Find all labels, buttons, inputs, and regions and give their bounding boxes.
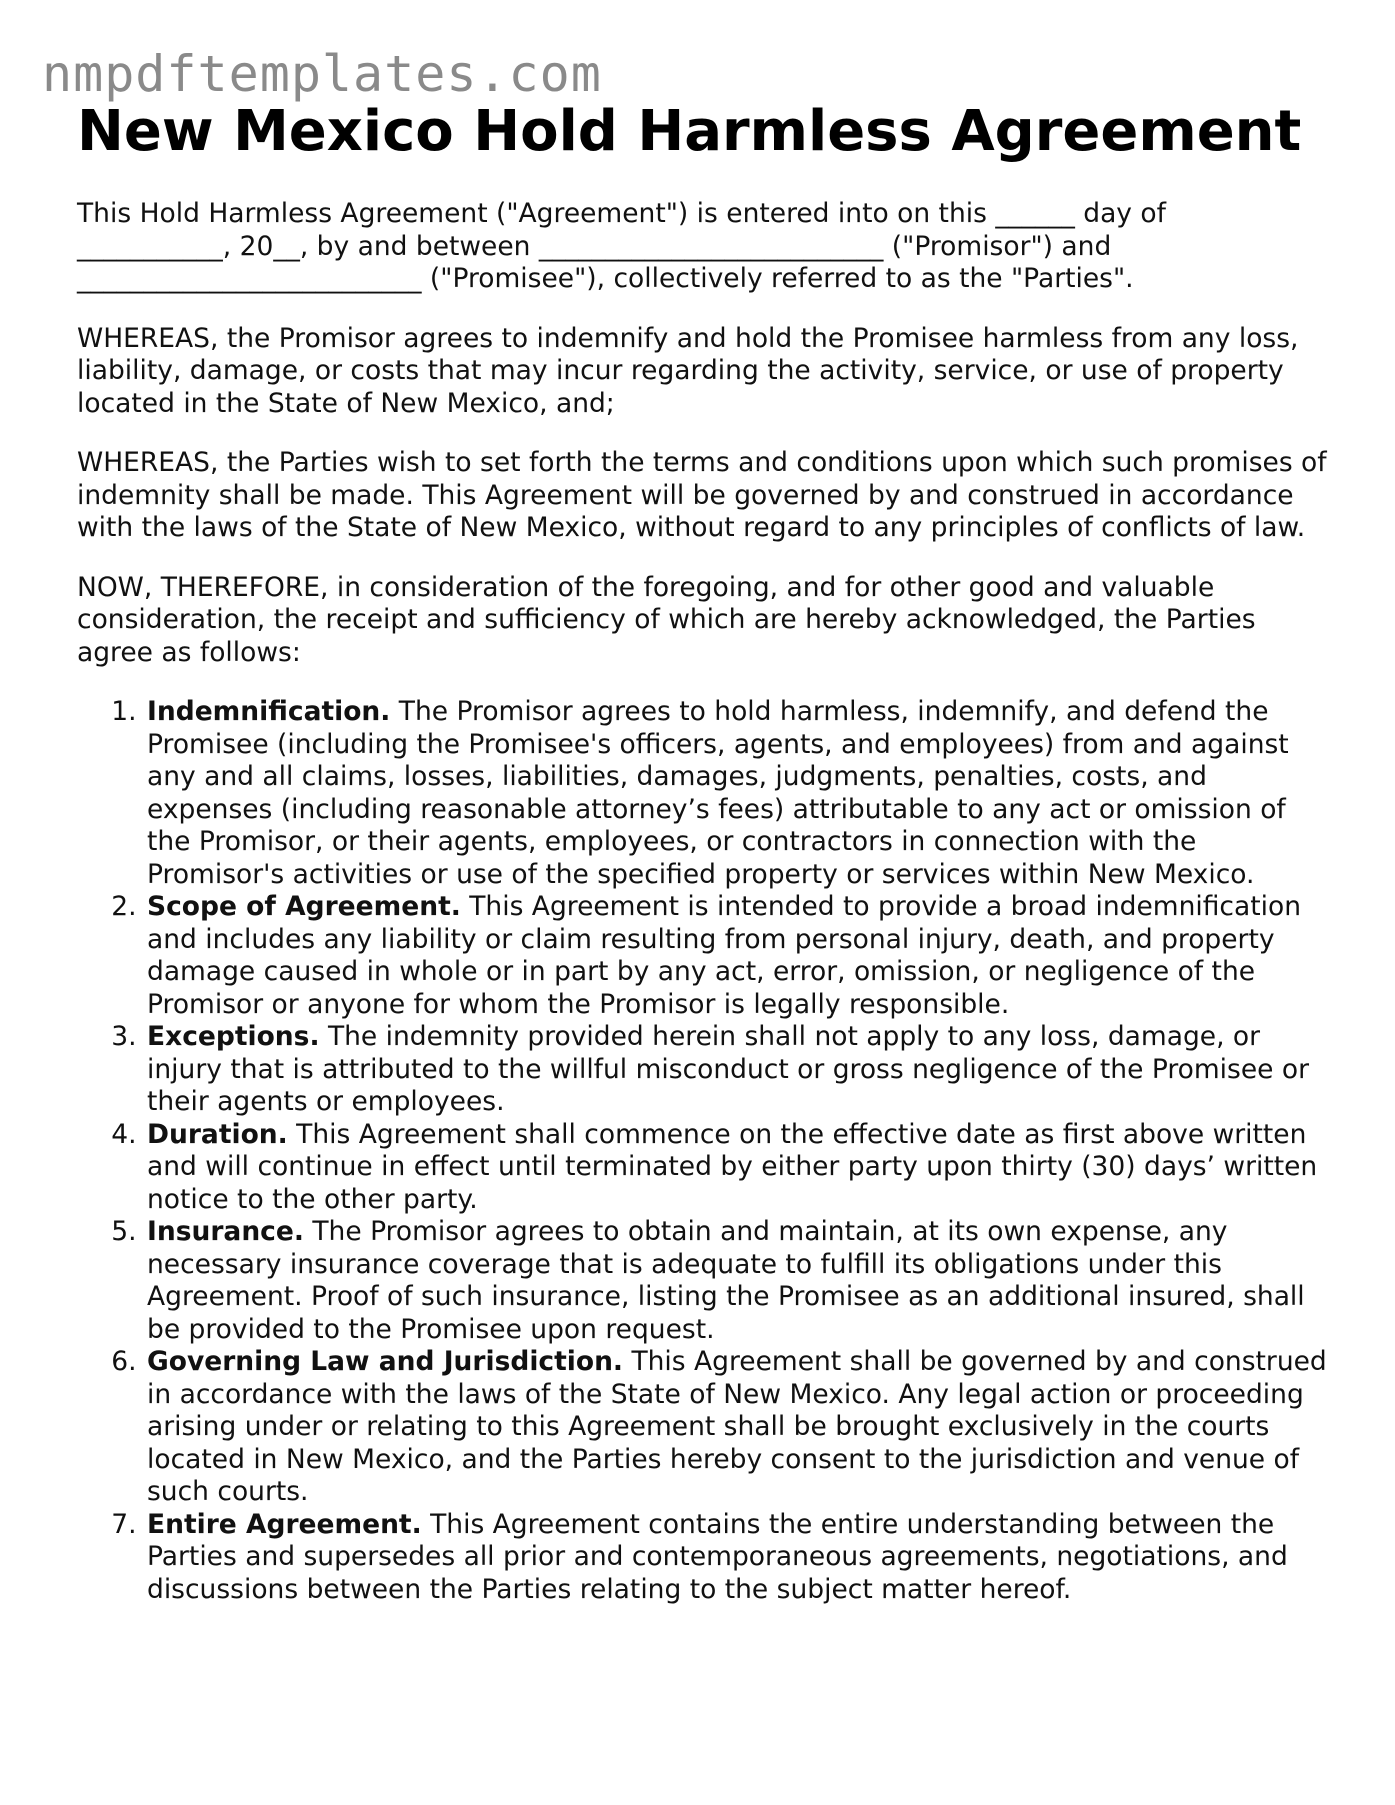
term-item [145, 1119, 1327, 1217]
intro-line-3: __________________________ ("Promisee"), collectively referred to as the "Parties". [77, 263, 1134, 294]
term-heading: Exceptions. [147, 1021, 320, 1052]
intro-line-1: This Hold Harmless Agreement ("Agreement") is entered into on this ______ day of [77, 198, 1166, 229]
term-heading: Duration. [147, 1118, 288, 1150]
term-text: The indemnity provided herein shall not apply to any loss, damage, or injury that is attributed to the willful misconduct or gross negligence of the Promisee or their agents or employees. [147, 1021, 1309, 1117]
intro-line-2: ___________, 20__, by and between __________________________ ("Promisor") and [77, 230, 1112, 262]
term-item [145, 696, 1327, 891]
document-body [77, 96, 1327, 1606]
term-item [145, 1346, 1327, 1509]
term-heading: Scope of Agreement. [147, 891, 461, 922]
term-heading: Entire Agreement. [147, 1508, 422, 1540]
term-heading: Indemnification. [147, 696, 391, 727]
term-text: This Agreement shall commence on the effective date as first above written and will continue in effect until terminated by either party upon thirty (30) days’ written notice to the other party. [147, 1118, 1318, 1215]
intro-paragraph [77, 198, 1327, 296]
terms-list [77, 696, 1327, 1606]
whereas-paragraph-1: WHEREAS, the Promisor agrees to indemnify and hold the Promisee harmless from any loss, liability, damage, or costs that may incur regarding the activity, service, or use of property located in the State of New Mexico, and; [77, 322, 1299, 419]
term-text: This Agreement contains the entire understanding between the Parties and supersedes all prior and contemporaneous agreements, negotiations, and discussions between the Parties relating to the subject matter hereof. [147, 1508, 1288, 1605]
term-item [145, 891, 1327, 1021]
watermark-text: nmpdftemplates.com [42, 45, 602, 103]
term-heading: Insurance. [147, 1216, 304, 1247]
document-title: New Mexico Hold Harmless Agreement [77, 99, 1302, 164]
term-text: The Promisor agrees to hold harmless, indemnify, and defend the Promisee (including the Promisee's officers, agents, and employees) from and against any and all claims, losses, liabilities, damages, judgments, penalties, costs, and expenses (including reasonable attorney’s fees) attributable to any act or omission of the Promisor, or their agents, employees, or contractors in connection with the Promisor's activities or use of the specified property or services within New Mexico. [147, 696, 1289, 890]
term-text: This Agreement shall be governed by and construed in accordance with the laws of the State of New Mexico. Any legal action or proceeding arising under or relating to this Agreement shall be brought exclusively in the courts located in New Mexico, and the Parties hereby consent to the jurisdiction and venue of such courts. [147, 1346, 1327, 1507]
term-heading: Governing Law and Jurisdiction. [147, 1346, 624, 1377]
therefore-paragraph: NOW, THEREFORE, in consideration of the foregoing, and for other good and valuable consideration, the receipt and sufficiency of which are hereby acknowledged, the Parties agree as follows: [77, 571, 1256, 668]
term-item [145, 1509, 1327, 1607]
term-item [145, 1216, 1327, 1346]
term-text: This Agreement is intended to provide a broad indemnification and includes any liability or claim resulting from personal injury, death, and property damage caused in whole or in part by any act, error, omission, or negligence of the Promisor or anyone for whom the Promisor is legally responsible. [147, 891, 1301, 1020]
term-text: The Promisor agrees to obtain and maintain, at its own expense, any necessary insurance coverage that is adequate to fulfill its obligations under this Agreement. Proof of such insurance, listing the Promisee as an additional insured, shall be provided to the Promisee upon request. [147, 1216, 1305, 1345]
term-item [145, 1021, 1327, 1119]
whereas-paragraph-2: WHEREAS, the Parties wish to set forth the terms and conditions upon which such promises of indemnity shall be made. This Agreement will be governed by and construed in accordance with the laws of the State of New Mexico, without regard to any principles of conflicts of law. [77, 447, 1327, 543]
